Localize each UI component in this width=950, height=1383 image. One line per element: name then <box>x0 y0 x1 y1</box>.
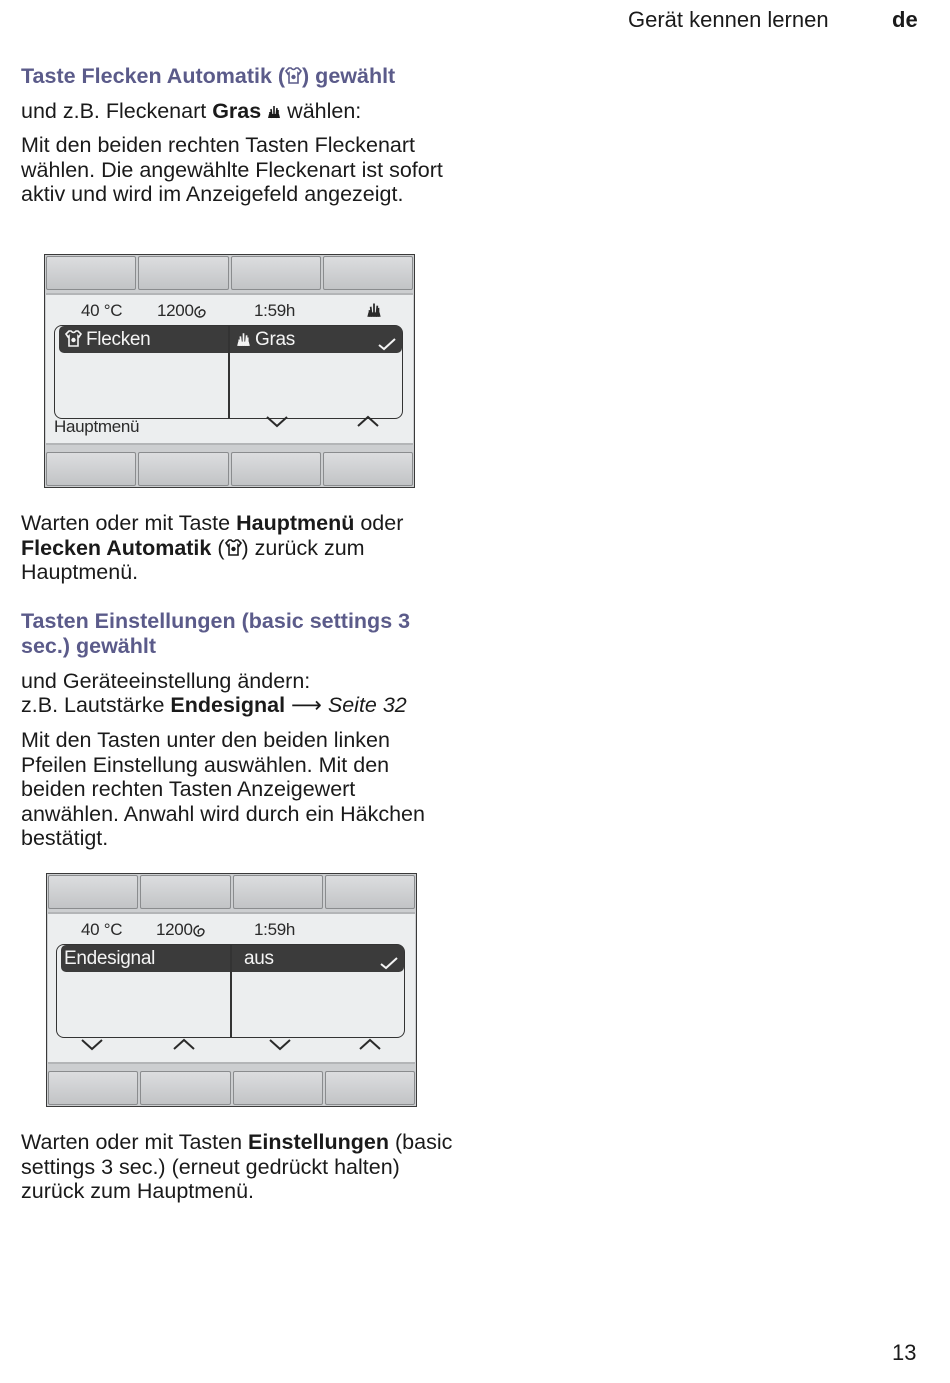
bottom-button-row <box>46 452 413 486</box>
heading-flecken-automatik <box>21 64 461 89</box>
grass-stain-icon <box>236 329 251 348</box>
checkmark-icon <box>378 332 396 359</box>
menu-item-gras-label: Gras <box>255 329 295 350</box>
einstellungen-text-1: Warten oder mit Tasten <box>21 1130 249 1154</box>
arrow-glyph: ⟶ <box>285 693 328 717</box>
stain-shirt-icon <box>285 66 302 85</box>
display-panel-flecken <box>44 254 415 488</box>
spin-readout <box>157 301 206 321</box>
fleckenart-line <box>21 99 461 124</box>
zurueck-bold-hauptmenue: Hauptmenü <box>236 511 355 535</box>
top-button-row <box>46 256 413 290</box>
zurueck-text-4: ) zurück zum Hauptmenü. <box>21 535 365 584</box>
header-language: de <box>892 7 918 32</box>
zurueck-text-3: ( <box>211 535 225 560</box>
top-button-2[interactable] <box>140 875 230 909</box>
paragraph-fleckenart-waehlen: Mit den beiden rechten Tasten Fleckenart wählen. Die angewählte Fleckenart ist sofort aktiv und wird im Anzeigefeld angezeigt. <box>21 133 443 206</box>
einstellungen-text-2: (basic settings 3 sec.) (erneut gedrückt halten) zurück zum Hauptmenü. <box>21 1130 453 1203</box>
heading-tasten-einstellungen: Tasten Einstellungen (basic settings 3 sec.) gewählt <box>21 609 411 658</box>
grass-stain-icon <box>267 102 281 120</box>
header-section-title: Gerät kennen lernen <box>628 7 829 32</box>
chevron-up-icon <box>356 415 380 433</box>
menu-item-flecken[interactable] <box>59 326 228 353</box>
temperature-readout: 40 °C <box>81 301 123 320</box>
top-button-4[interactable] <box>323 256 413 290</box>
stain-shirt-icon <box>225 538 242 557</box>
paragraph-einstellung-auswaehlen: Mit den Tasten unter den beiden linken Pfeilen Einstellung auswählen. Mit den beiden rechten Tasten Anzeigewert anwählen. Anwahl wird durch ein Häkchen bestätigt. <box>21 728 425 850</box>
paragraph-zurueck-einstellungen <box>21 1130 461 1204</box>
top-button-row <box>48 875 415 909</box>
menu-item-flecken-label: Flecken <box>86 329 151 350</box>
grass-stain-icon <box>366 299 382 324</box>
page-number: 13 <box>892 1340 917 1365</box>
spin-icon <box>194 306 206 318</box>
paragraph-zurueck-hauptmenue <box>21 511 461 585</box>
top-button-2[interactable] <box>138 256 228 290</box>
bottom-button-2[interactable] <box>138 452 228 486</box>
page-reference-link[interactable]: Seite 32 <box>327 693 407 717</box>
bottom-button-2[interactable] <box>140 1071 230 1105</box>
stain-shirt-icon <box>65 329 82 348</box>
bottom-button-row <box>48 1071 415 1105</box>
temperature-readout: 40 °C <box>81 920 123 939</box>
chevron-down-icon <box>268 1038 292 1056</box>
menu-item-endesignal[interactable] <box>61 945 230 972</box>
lautstaerke-line <box>21 693 471 718</box>
einstellungen-bold: Einstellungen <box>248 1130 390 1154</box>
top-button-3[interactable] <box>231 256 321 290</box>
zurueck-text-2: oder <box>354 511 404 535</box>
chevron-up-icon <box>358 1038 382 1056</box>
time-readout: 1:59h <box>254 301 296 320</box>
fleckenart-bold: Gras <box>212 99 262 123</box>
chevron-down-icon <box>265 415 289 433</box>
zurueck-bold-flecken: Flecken Automatik <box>21 535 212 560</box>
bottom-button-1[interactable] <box>46 452 136 486</box>
menu-item-endesignal-label: Endesignal <box>64 948 156 969</box>
lautstaerke-text-pre: z.B. Lautstärke <box>21 693 171 717</box>
menu-item-gras[interactable] <box>230 326 402 353</box>
chevron-up-icon <box>172 1038 196 1056</box>
spin-value: 1200 <box>157 301 194 320</box>
fleckenart-text-post: wählen: <box>281 99 362 123</box>
top-button-1[interactable] <box>46 256 136 290</box>
top-button-3[interactable] <box>233 875 323 909</box>
spin-icon <box>193 925 205 937</box>
lautstaerke-bold: Endesignal <box>170 693 286 717</box>
display-panel-endesignal <box>46 873 417 1107</box>
display-screen <box>46 293 413 445</box>
footer-hauptmenue: Hauptmenü <box>54 417 140 436</box>
fleckenart-text-pre: und z.B. Fleckenart <box>21 99 213 123</box>
spin-value: 1200 <box>156 920 193 939</box>
bottom-button-3[interactable] <box>231 452 321 486</box>
top-button-1[interactable] <box>48 875 138 909</box>
chevron-down-icon <box>80 1038 104 1056</box>
heading-text-post: ) gewählt <box>302 64 396 88</box>
heading-text-pre: Taste Flecken Automatik ( <box>21 64 286 88</box>
checkmark-icon <box>380 951 398 978</box>
display-screen <box>48 912 415 1064</box>
time-readout: 1:59h <box>254 920 296 939</box>
bottom-button-4[interactable] <box>323 452 413 486</box>
menu-item-aus[interactable] <box>232 945 404 972</box>
spin-readout <box>156 920 205 940</box>
bottom-button-1[interactable] <box>48 1071 138 1105</box>
bottom-button-4[interactable] <box>325 1071 415 1105</box>
top-button-4[interactable] <box>325 875 415 909</box>
menu-item-aus-label: aus <box>244 948 274 969</box>
geraeteeinstellung-line: und Geräteeinstellung ändern: <box>21 669 311 693</box>
zurueck-text-1: Warten oder mit Taste <box>21 511 237 535</box>
bottom-button-3[interactable] <box>233 1071 323 1105</box>
